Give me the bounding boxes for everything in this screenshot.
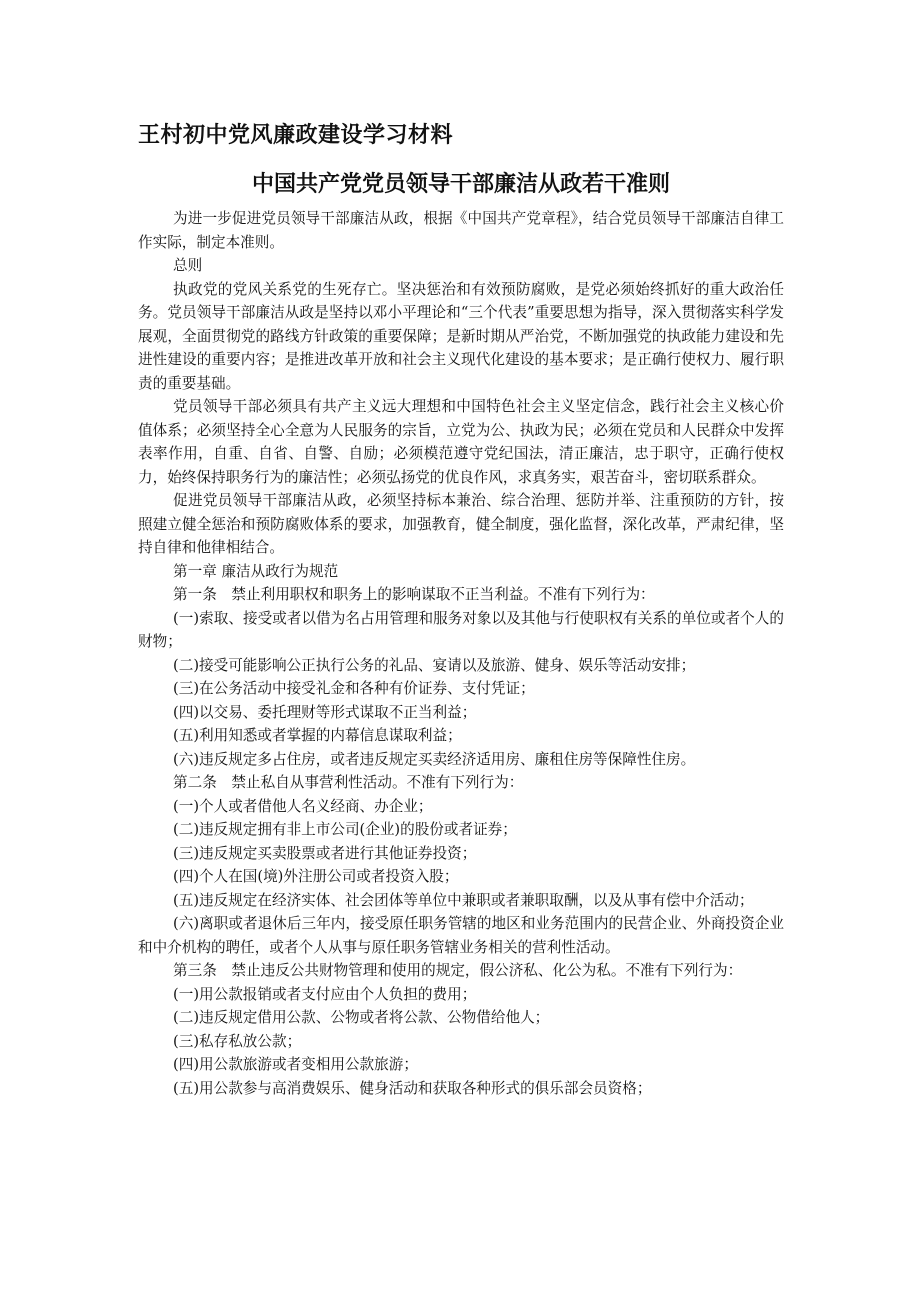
paragraph: 党员领导干部必须具有共产主义远大理想和中国特色社会主义坚定信念，践行社会主义核心价值体系；必须坚持全心全意为人民服务的宗旨，立党为公、执政为民；必须在党员和人民群众中发挥表率作用，自重、自省、自警、自励；必须模范遵守党纪国法，清正廉洁，忠于职守，正确行使权力，始终保持职务行为的廉洁性；必须弘扬党的优良作风，求真务实，艰苦奋斗，密切联系群众。 [138, 398, 784, 486]
document-title: 中国共产党党员领导干部廉洁从政若干准则 [251, 172, 670, 197]
list-item: (二)违反规定拥有非上市公司(企业)的股份或者证券； [173, 821, 517, 838]
list-item: (一)用公款报销或者支付应由个人负担的费用； [173, 985, 477, 1003]
list-item: (三)违反规定买卖股票或者进行其他证券投资； [173, 844, 477, 862]
list-item: (三)私存私放公款； [173, 1032, 302, 1050]
list-item: (五)违反规定在经济实体、社会团体等单位中兼职或者兼职取酬，以及从事有偿中介活动； [173, 891, 754, 909]
list-item: (三)在公务活动中接受礼金和各种有价证券、支付凭证； [173, 680, 535, 697]
section-heading: 总则 [173, 257, 203, 274]
list-item: (六)违反规定多占住房，或者违反规定买卖经济适用房、廉租住房等保障性住房。 [173, 750, 696, 768]
list-item: (一)索取、接受或者以借为名占用管理和服务对象以及其他与行使职权有关系的单位或者个人的财物； [138, 609, 784, 650]
list-item: (五)利用知悉或者掌握的内幕信息谋取利益； [173, 727, 462, 744]
paragraph: 为进一步促进党员领导干部廉洁从政，根据《中国共产党章程》，结合党员领导干部廉洁自律工作实际，制定本准则。 [138, 210, 784, 251]
article-heading: 第二条 禁止私自从事营利性活动。不准有下列行为： [173, 774, 524, 791]
document-header: 王村初中党风廉政建设学习材料 [138, 123, 454, 148]
list-item: (二)接受可能影响公正执行公务的礼品、宴请以及旅游、健身、娱乐等活动安排； [173, 656, 696, 674]
list-item: (二)违反规定借用公款、公物或者将公款、公物借给他人； [173, 1009, 550, 1026]
list-item: (一)个人或者借他人名义经商、办企业； [173, 797, 433, 815]
list-item: (四)个人在国(境)外注册公司或者投资入股； [173, 868, 459, 885]
chapter-heading: 第一章 廉洁从政行为规范 [173, 562, 339, 580]
document-body [138, 207, 784, 1100]
list-item: (四)以交易、委托理财等形式谋取不正当利益； [173, 703, 477, 721]
paragraph: 执政党的党风关系党的生死存亡。坚决惩治和有效预防腐败，是党必须始终抓好的重大政治任务。党员领导干部廉洁从政是坚持以邓小平理论和“三个代表”重要思想为指导，深入贯彻落实科学发展观，全面贯彻党的路线方针政策的重要保障；是新时期从严治党，不断加强党的执政能力建设和先进性建设的重要内容；是推进改革开放和社会主义现代化建设的基本要求；是正确行使权力、履行职责的重要基础。 [138, 280, 784, 392]
list-item: (五)用公款参与高消费娱乐、健身活动和获取各种形式的俱乐部会员资格； [173, 1079, 652, 1097]
article-heading: 第三条 禁止违反公共财物管理和使用的规定，假公济私、化公为私。不准有下列行为： [173, 962, 743, 979]
list-item: (六)离职或者退休后三年内，接受原任职务管辖的地区和业务范围内的民营企业、外商投资企业和中介机构的聘任，或者个人从事与原任职务管辖业务相关的营利性活动。 [138, 915, 784, 956]
list-item: (四)用公款旅游或者变相用公款旅游； [173, 1056, 418, 1073]
paragraph: 促进党员领导干部廉洁从政，必须坚持标本兼治、综合治理、惩防并举、注重预防的方针，按照建立健全惩治和预防腐败体系的要求，加强教育，健全制度，强化监督，深化改革，严肃纪律，坚持自律和他律相结合。 [138, 492, 784, 556]
article-heading: 第一条 禁止利用职权和职务上的影响谋取不正当利益。不准有下列行为： [173, 586, 655, 603]
